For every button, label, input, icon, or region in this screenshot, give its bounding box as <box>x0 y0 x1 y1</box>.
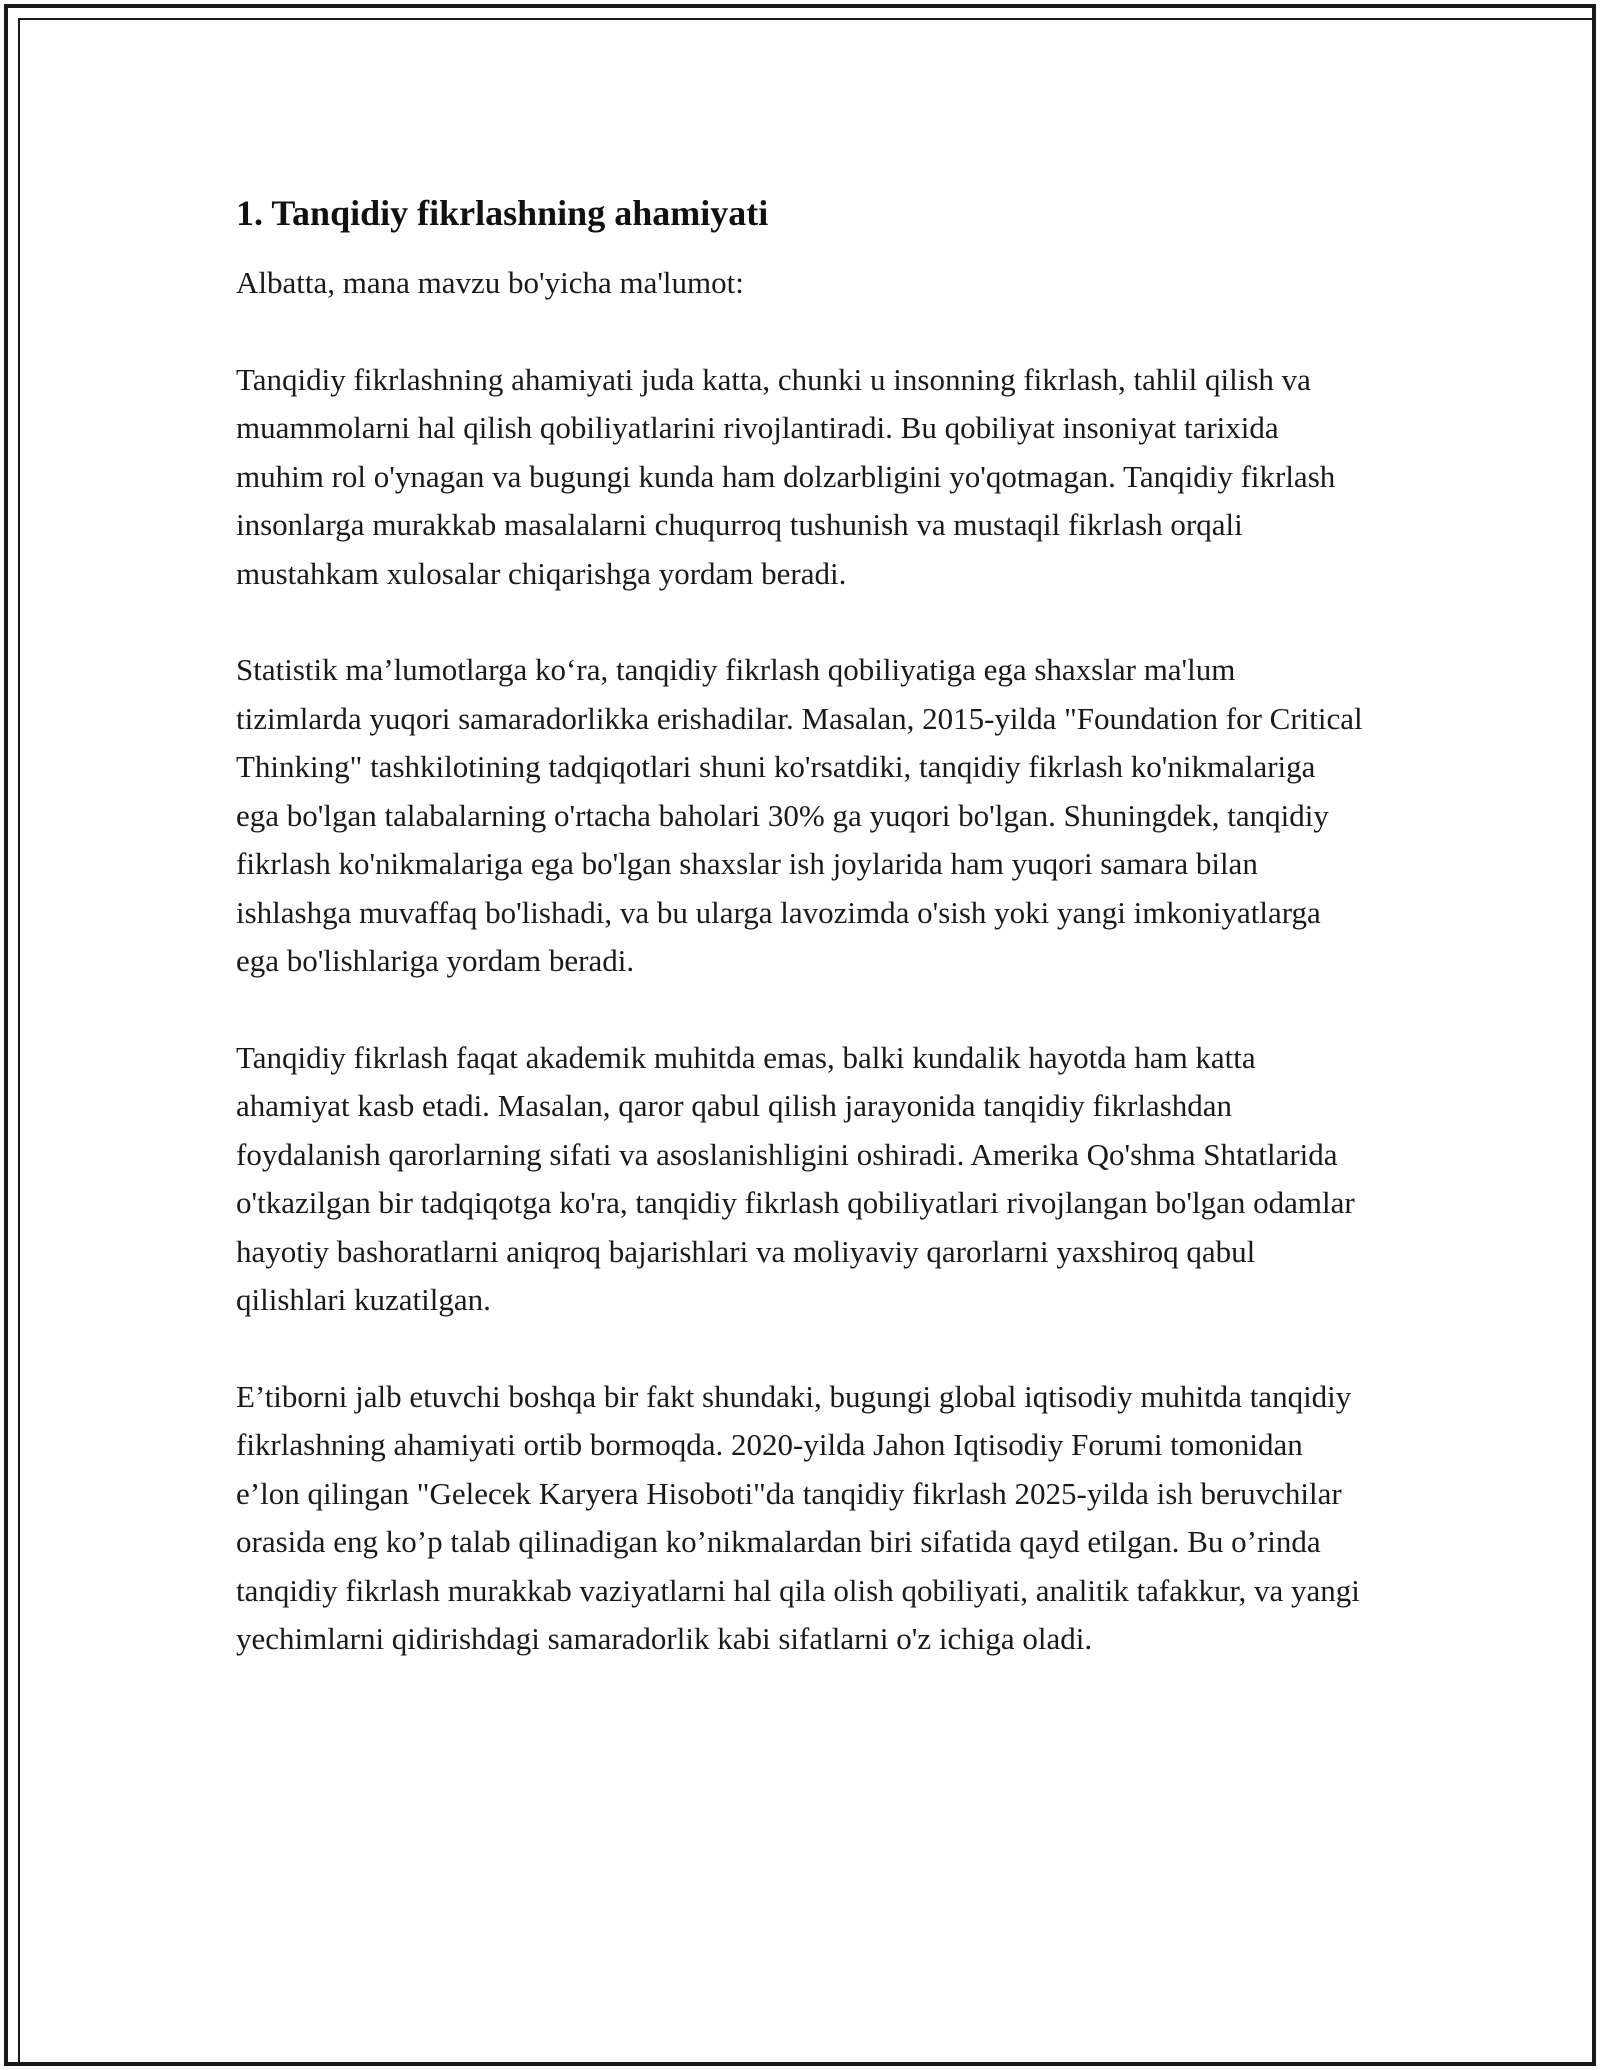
document-body <box>236 180 1366 1712</box>
section-heading: 1. Tanqidiy fikrlashning ahamiyati <box>236 193 769 233</box>
paragraph-importance: Tanqidiy fikrlashning ahamiyati juda katta, chunki u insonning fikrlash, tahlil qilish va muammolarni hal qilish qobiliyatlarini rivojlantiradi. Bu qobiliyat insoniyat tarixida muhim rol o'ynagan va bugungi kunda ham dolzarbligini yo'qotmagan. Tanqidiy fikrlash insonlarga murakkab masalalarni chuqurroq tushunish va mustaqil fikrlash orqali mustahkam xulosalar chiqarishga yordam beradi. <box>236 361 1336 591</box>
paragraph-statistics: Statistik ma’lumotlarga ko‘ra, tanqidiy fikrlash qobiliyatiga ega shaxslar ma'lum tizimlarda yuqori samaradorlikka erishadilar. Masalan, 2015-yilda "Foundation for Critical Thinking" tashkilotining tadqiqotlari shuni ko'rsatdiki, tanqidiy fikrlash ko'nikmalariga ega bo'lgan talabalarning o'rtacha baholari 30% ga yuqori bo'lgan. Shuningdek, tanqidiy fikrlash ko'nikmalariga ega bo'lgan shaxslar ish joylarida ham yuqori samara bilan ishlashga muvaffaq bo'lishadi, va bu ularga lavozimda o'sish yoki yangi imkoniyatlarga ega bo'lishlariga yordam beradi. <box>236 652 1363 979</box>
paragraph-daily-life: Tanqidiy fikrlash faqat akademik muhitda emas, balki kundalik hayotda ham katta ahamiyat kasb etadi. Masalan, qaror qabul qilish jarayonida tanqidiy fikrlashdan foydalanish qarorlarning sifati va asoslanishligini oshiradi. Amerika Qo'shma Shtatlarida o'tkazilgan bir tadqiqotga ko'ra, tanqidiy fikrlash qobiliyatlari rivojlangan bo'lgan odamlar hayotiy bashoratlarni aniqroq bajarishlari va moliyaviy qarorlarni yaxshiroq qabul qilishlari kuzatilgan. <box>236 1039 1355 1318</box>
intro-paragraph: Albatta, mana mavzu bo'yicha ma'lumot: <box>236 265 744 301</box>
paragraph-global-economy: E’tiborni jalb etuvchi boshqa bir fakt shundaki, bugungi global iqtisodiy muhitda tanqidiy fikrlashning ahamiyati ortib bormoqda. 2020-yilda Jahon Iqtisodiy Forumi tomonidan e’lon qilingan "Gelecek Karyera Hisoboti"da tanqidiy fikrlash 2025-yilda ish beruvchilar orasida eng ko’p talab qilinadigan ko’nikmalardan biri sifatida qayd etilgan. Bu o’rinda tanqidiy fikrlash murakkab vaziyatlarni hal qila olish qobiliyati, analitik tafakkur, va yangi yechimlarni qidirishdagi samaradorlik kabi sifatlarni o'z ichiga oladi. <box>236 1378 1360 1657</box>
